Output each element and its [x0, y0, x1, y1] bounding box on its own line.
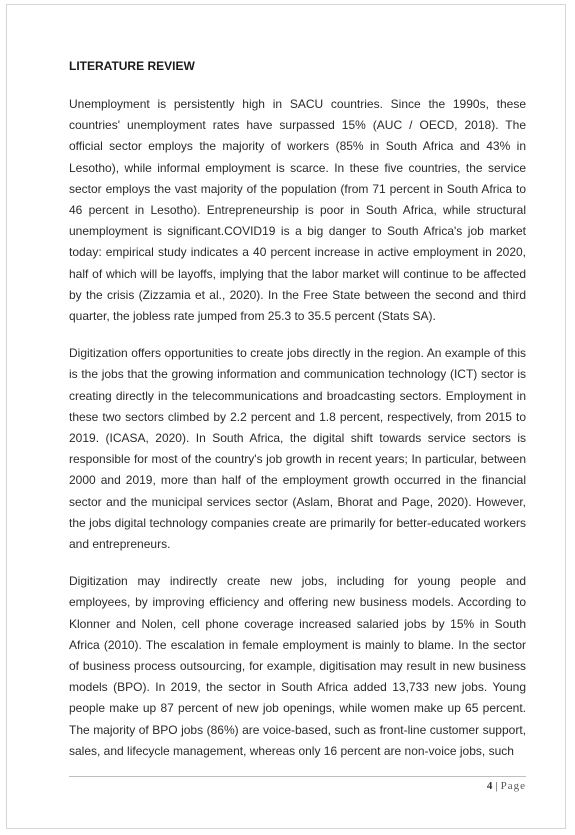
footer-divider [69, 776, 526, 777]
footer-separator: | [495, 780, 498, 792]
paragraph-digitization-direct: Digitization offers opportunities to create jobs directly in the region. An example of this is the jobs that the growing information and communication technology (ICT) sector is creating directly in the telecommunications and broadcasting sectors. Employment in these two sectors climbed by 2.2 percent and 1.8 percent, respectively, from 2015 to 2019. (ICASA, 2020). In South Africa, the digital shift towards service sectors is responsible for most of the country's job growth in recent years; In particular, between 2000 and 2019, more than half of the employment growth occurred in the financial sector and the municipal services sector (Aslam, Bhorat and Page, 2020). However, the jobs digital technology companies create are primarily for better-educated workers and entrepreneurs. [69, 346, 526, 552]
page-number: 4 [486, 780, 493, 792]
document-body [69, 58, 526, 778]
page-label: Page [500, 780, 526, 792]
section-heading: LITERATURE REVIEW [69, 59, 195, 73]
paragraph-digitization-indirect: Digitization may indirectly create new jobs, including for young people and employees, by improving efficiency and offering new business models. According to Klonner and Nolen, cell phone coverage increased salaried jobs by 15% in South Africa (2010). The escalation in female employment is mainly to blame. In the sector of business process outsourcing, for example, digitisation may result in new business models (BPO). In 2019, the sector in South Africa added 13,733 new jobs. Young people make up 87 percent of new job openings, while women make up 65 percent. The majority of BPO jobs (86%) are voice-based, such as front-line customer support, sales, and lifecycle management, whereas only 16 percent are non-voice jobs, such [69, 574, 526, 758]
paragraph-unemployment: Unemployment is persistently high in SACU countries. Since the 1990s, these countries' unemployment rates have surpassed 15% (AUC / OECD, 2018). The official sector employs the majority of workers (85% in South Africa and 43% in Lesotho), while informal employment is scarce. In these five countries, the service sector employs the vast majority of the population (from 71 percent in South Africa to 46 percent in Lesotho). Entrepreneurship is poor in South Africa, while structural unemployment is significant.COVID19 is a big danger to South Africa's job market today: empirical study indicates a 40 percent increase in active employment in 2020, half of which will be layoffs, implying that the labor market will continue to be affected by the crisis (Zizzamia et al., 2020). In the Free State between the second and third quarter, the jobless rate jumped from 25.3 to 35.5 percent (Stats SA). [69, 97, 526, 324]
page-footer [487, 779, 526, 793]
